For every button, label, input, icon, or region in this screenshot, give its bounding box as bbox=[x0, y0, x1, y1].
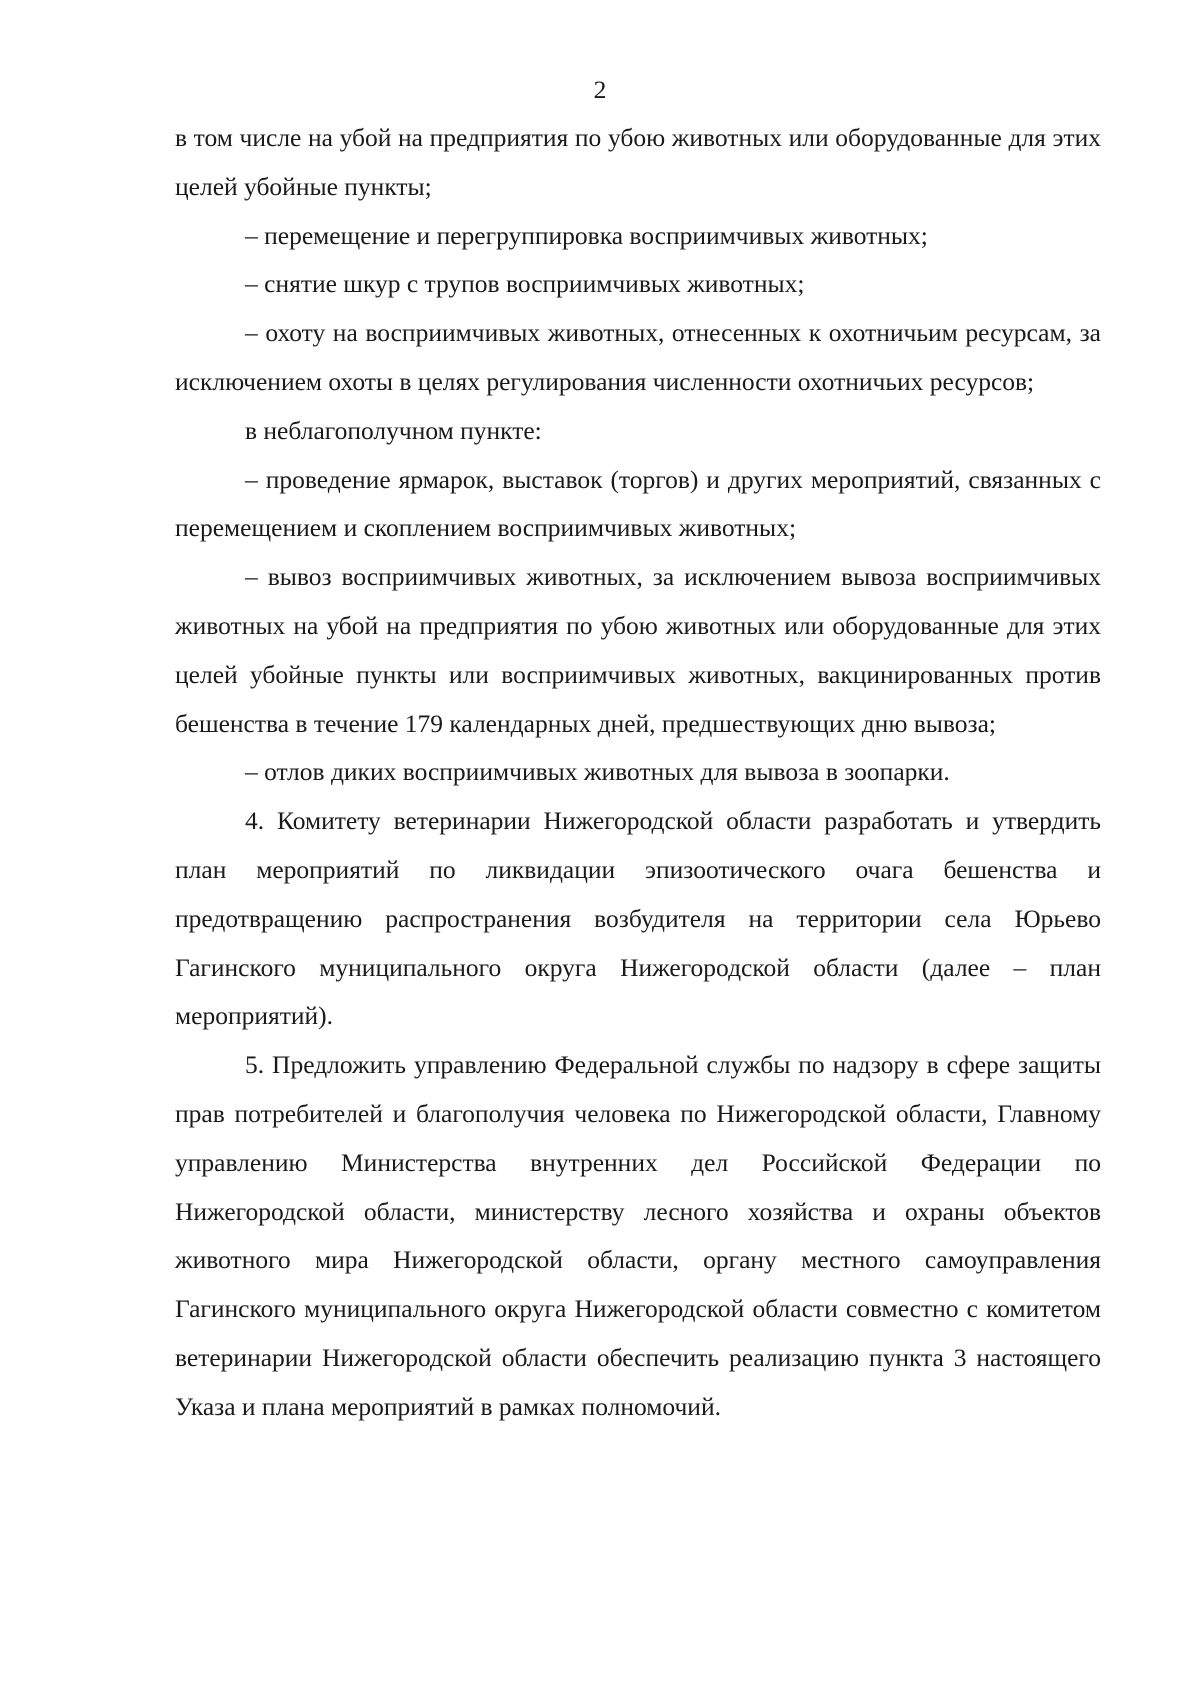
paragraph-movement-regrouping: – перемещение и перегруппировка восприимчивых животных; bbox=[245, 220, 928, 250]
paragraph-slaughter-continuation: в том числе на убой на предприятия по убою животных или оборудованные для этих целей убойные пункты; bbox=[175, 123, 1101, 201]
paragraph-wild-animal-capture: – отлов диких восприимчивых животных для вывоза в зоопарки. bbox=[245, 757, 950, 787]
page-number: 2 bbox=[593, 75, 607, 104]
paragraph-export-animals: – вывоз восприимчивых животных, за исключением вывоза восприимчивых животных на убой на предприятия по убою животных или оборудованные для этих целей убойные пункты или восприимчивых животных, вакцинированных против бешенства в течение 179 календарных дней, предшествующих дню вывоза; bbox=[175, 562, 1101, 738]
paragraph-fairs-exhibitions: – проведение ярмарок, выставок (торгов) и других мероприятий, связанных с перемещением и скоплением восприимчивых животных; bbox=[175, 464, 1101, 543]
paragraph-item-4-plan: 4. Комитету ветеринарии Нижегородской области разработать и утвердить план мероприятий по ликвидации эпизоотического очага бешенства и предотвращению распространения возбудителя на территории села Юрьево Гагинского муниципального округа Нижегородской области (далее – план мероприятий). bbox=[175, 806, 1101, 1031]
paragraph-hunting: – охоту на восприимчивых животных, отнесенных к охотничьим ресурсам, за исключением охоты в целях регулирования численности охотничьих ресурсов; bbox=[175, 318, 1101, 396]
paragraph-skinning: – снятие шкур с трупов восприимчивых животных; bbox=[245, 269, 805, 299]
document-body bbox=[175, 114, 1101, 1432]
paragraph-unfavorable-point: в неблагополучном пункте: bbox=[245, 415, 542, 445]
paragraph-item-5-authorities: 5. Предложить управлению Федеральной службы по надзору в сфере защиты прав потребителей и благополучия человека по Нижегородской области, Главному управлению Министерства внутренних дел Российской Федерации по Нижегородской области, министерству лесного хозяйства и охраны объектов животного мира Нижегородской области, органу местного самоуправления Гагинского муниципального округа Нижегородской области совместно с комитетом ветеринарии Нижегородской области обеспечить реализацию пункта 3 настоящего Указа и плана мероприятий в рамках полномочий. bbox=[175, 1050, 1101, 1421]
